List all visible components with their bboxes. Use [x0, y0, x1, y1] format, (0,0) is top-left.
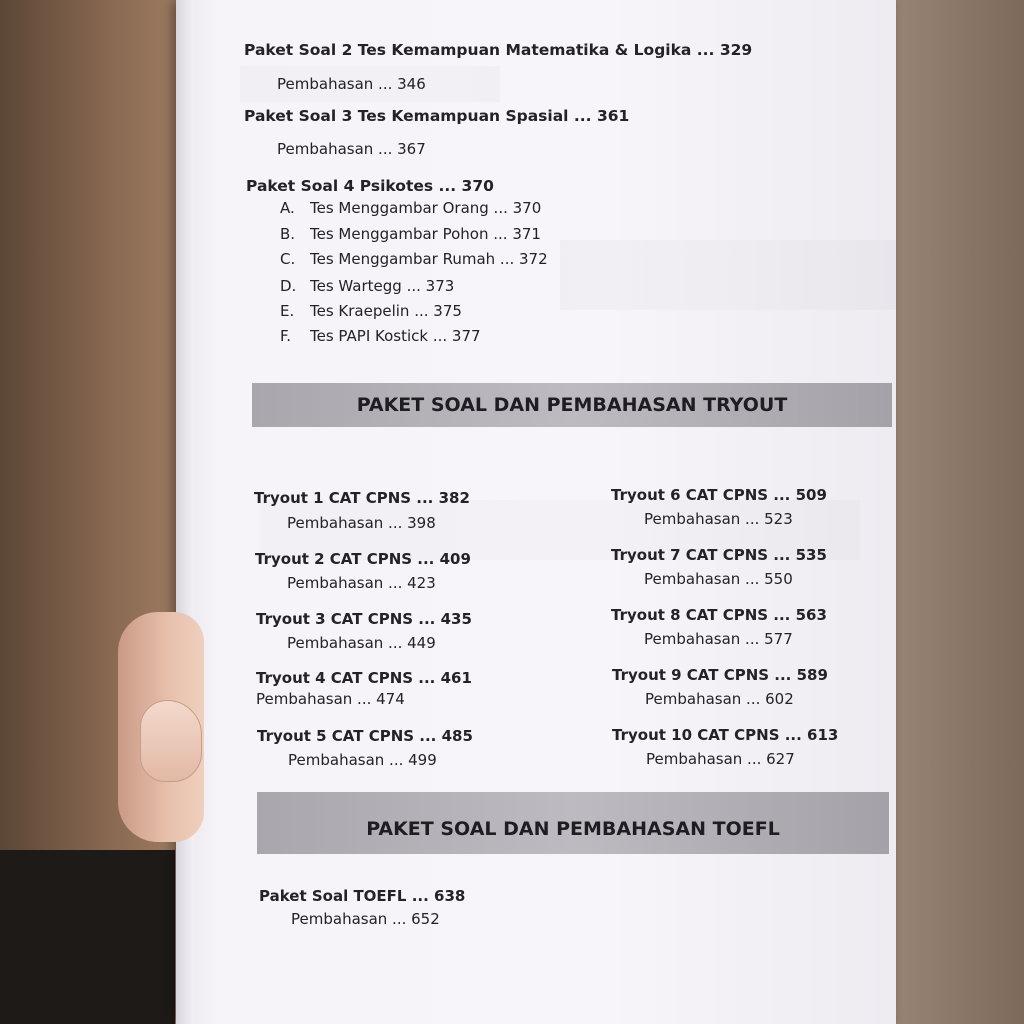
toefl-sub: Pembahasan ... 652 — [291, 910, 440, 928]
tryout-sub: Pembahasan ... 474 — [256, 690, 405, 708]
list-item-text: Tes Wartegg ... 373 — [310, 277, 455, 295]
list-item — [280, 277, 454, 295]
tryout-sub: Pembahasan ... 577 — [644, 630, 793, 648]
toc-entry-sub: Pembahasan ... 367 — [277, 140, 426, 158]
toc-entry-sub: Pembahasan ... 346 — [277, 75, 426, 93]
list-item — [280, 250, 548, 268]
list-item-label: C. — [280, 250, 296, 268]
tryout-title: Tryout 7 CAT CPNS ... 535 — [611, 546, 827, 564]
tryout-sub: Pembahasan ... 627 — [646, 750, 795, 768]
list-item-label: E. — [280, 302, 295, 320]
list-item — [280, 225, 541, 243]
tryout-title: Tryout 1 CAT CPNS ... 382 — [254, 489, 470, 507]
list-item-text: Tes PAPI Kostick ... 377 — [310, 327, 481, 345]
page-binding-edge — [176, 0, 194, 1024]
thumb — [140, 700, 202, 782]
list-item-text: Tes Menggambar Orang ... 370 — [310, 199, 542, 217]
list-item-text: Tes Kraepelin ... 375 — [310, 302, 462, 320]
list-item-text: Tes Menggambar Pohon ... 371 — [310, 225, 541, 243]
tryout-sub: Pembahasan ... 449 — [287, 634, 436, 652]
tryout-title: Tryout 5 CAT CPNS ... 485 — [257, 727, 473, 745]
section-heading-band — [257, 792, 889, 854]
section-heading-band — [252, 383, 892, 427]
tryout-sub: Pembahasan ... 499 — [288, 751, 437, 769]
list-item — [280, 327, 481, 345]
tryout-title: Tryout 8 CAT CPNS ... 563 — [611, 606, 827, 624]
tryout-sub: Pembahasan ... 550 — [644, 570, 793, 588]
tryout-title: Tryout 4 CAT CPNS ... 461 — [256, 669, 472, 687]
tryout-title: Tryout 6 CAT CPNS ... 509 — [611, 486, 827, 504]
background-dark-area — [0, 850, 175, 1024]
tryout-title: Tryout 10 CAT CPNS ... 613 — [612, 726, 839, 744]
list-item — [280, 302, 462, 320]
show-through-band — [560, 240, 896, 310]
list-item-label: B. — [280, 225, 296, 243]
section-heading-toefl: PAKET SOAL DAN PEMBAHASAN TOEFL — [366, 818, 780, 840]
toefl-title: Paket Soal TOEFL ... 638 — [259, 887, 466, 905]
list-item-label: D. — [280, 277, 297, 295]
tryout-sub: Pembahasan ... 523 — [644, 510, 793, 528]
list-item-label: F. — [280, 327, 291, 345]
tryout-sub: Pembahasan ... 602 — [645, 690, 794, 708]
tryout-sub: Pembahasan ... 423 — [287, 574, 436, 592]
tryout-title: Tryout 2 CAT CPNS ... 409 — [255, 550, 471, 568]
toc-entry-title: Paket Soal 2 Tes Kemampuan Matematika & Logika ... 329 — [244, 41, 753, 59]
toc-entry-title: Paket Soal 3 Tes Kemampuan Spasial ... 361 — [244, 107, 630, 125]
section-heading-tryout: PAKET SOAL DAN PEMBAHASAN TRYOUT — [356, 394, 788, 416]
tryout-title: Tryout 9 CAT CPNS ... 589 — [612, 666, 828, 684]
list-item-text: Tes Menggambar Rumah ... 372 — [310, 250, 548, 268]
toc-entry-title: Paket Soal 4 Psikotes ... 370 — [246, 177, 494, 195]
list-item-label: A. — [280, 199, 295, 217]
tryout-title: Tryout 3 CAT CPNS ... 435 — [256, 610, 472, 628]
background-right — [874, 0, 1024, 1024]
tryout-sub: Pembahasan ... 398 — [287, 514, 436, 532]
list-item — [280, 199, 541, 217]
